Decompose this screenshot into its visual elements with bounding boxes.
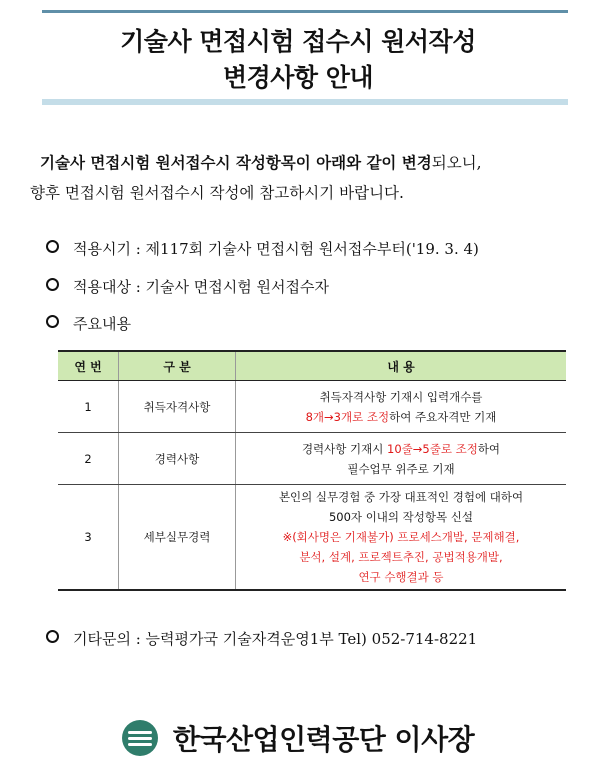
- footer-org-name: 한국산업인력공단 이사장: [172, 723, 475, 756]
- row-content-line: 하여: [477, 441, 501, 456]
- row-content-highlight: 8개→3개로 조정: [305, 409, 390, 424]
- row-no: 2: [58, 433, 119, 485]
- bullet-main-content: [46, 313, 131, 334]
- header-no: 연 번: [58, 351, 119, 381]
- row-no: 3: [58, 485, 119, 591]
- row-content-highlight: 연구 수행결과 등: [358, 570, 444, 584]
- intro-paragraph: [30, 148, 575, 208]
- page-title-line1: 기술사 면접시험 접수시 원서작성: [120, 27, 476, 56]
- table-row: [58, 485, 566, 591]
- row-category: 세부실무경력: [119, 485, 236, 591]
- bullet-circle-icon: [46, 240, 59, 253]
- header-content: 내 용: [236, 351, 567, 381]
- title-bottom-rule: [42, 99, 568, 105]
- row-content-line: 500자 이내의 작성항목 신설: [328, 510, 473, 524]
- bullet-main-content-text: 주요내용: [73, 315, 131, 333]
- bullet-circle-icon: [46, 278, 59, 291]
- bullet-contact: [46, 628, 477, 649]
- table-row: [58, 433, 566, 485]
- bullet-apply-target: [46, 276, 329, 297]
- page-title-line2: 변경사항 안내: [222, 63, 374, 92]
- row-content-line: 본인의 실무경험 중 가장 대표적인 경험에 대하여: [278, 490, 524, 504]
- row-content-line: 취득자격사항 기재시 입력개수를: [319, 389, 483, 404]
- row-content-highlight: ※(회사명은 기재불가) 프로세스개발, 문제해결,: [282, 530, 520, 544]
- bullet-apply-date: [46, 238, 479, 259]
- bullet-apply-target-text: 적용대상 : 기술사 면접시험 원서접수자: [73, 278, 329, 296]
- intro-bold-text: 기술사 면접시험 원서접수시 작성항목이 아래와 같이 변경: [40, 153, 432, 172]
- bullet-contact-text: 기타문의 : 능력평가국 기술자격운영1부 Tel) 052-714-8221: [73, 630, 478, 648]
- bullet-circle-icon: [46, 630, 59, 643]
- row-category: 취득자격사항: [119, 381, 236, 433]
- footer-signature: [0, 718, 596, 758]
- row-content-line: 하여 주요자격만 기재: [389, 409, 497, 424]
- row-content-highlight: 10줄→5줄로 조정: [387, 441, 478, 456]
- bullet-apply-date-text: 적용시기 : 제117회 기술사 면접시험 원서접수부터('19. 3. 4): [73, 240, 479, 258]
- bullet-circle-icon: [46, 315, 59, 328]
- row-no: 1: [58, 381, 119, 433]
- row-content: [236, 381, 567, 433]
- row-content-line: 필수업무 위주로 기재: [347, 461, 455, 476]
- intro-text-rest: 되오니,: [431, 154, 482, 172]
- row-content: [236, 433, 567, 485]
- title-top-rule: [42, 10, 568, 13]
- table-row: [58, 381, 566, 433]
- intro-text-line2: 향후 면접시험 원서접수시 작성에 참고하시기 바랍니다.: [30, 184, 404, 202]
- row-content-highlight: 분석, 설계, 프로젝트추진, 공법적용개발,: [299, 550, 503, 564]
- row-content-line: 경력사항 기재시: [301, 441, 388, 456]
- row-content: [236, 485, 567, 591]
- header-category: 구 분: [119, 351, 236, 381]
- hrdk-logo-icon: [122, 720, 158, 756]
- changes-table: [58, 350, 566, 591]
- row-category: 경력사항: [119, 433, 236, 485]
- table-header-row: [58, 351, 566, 381]
